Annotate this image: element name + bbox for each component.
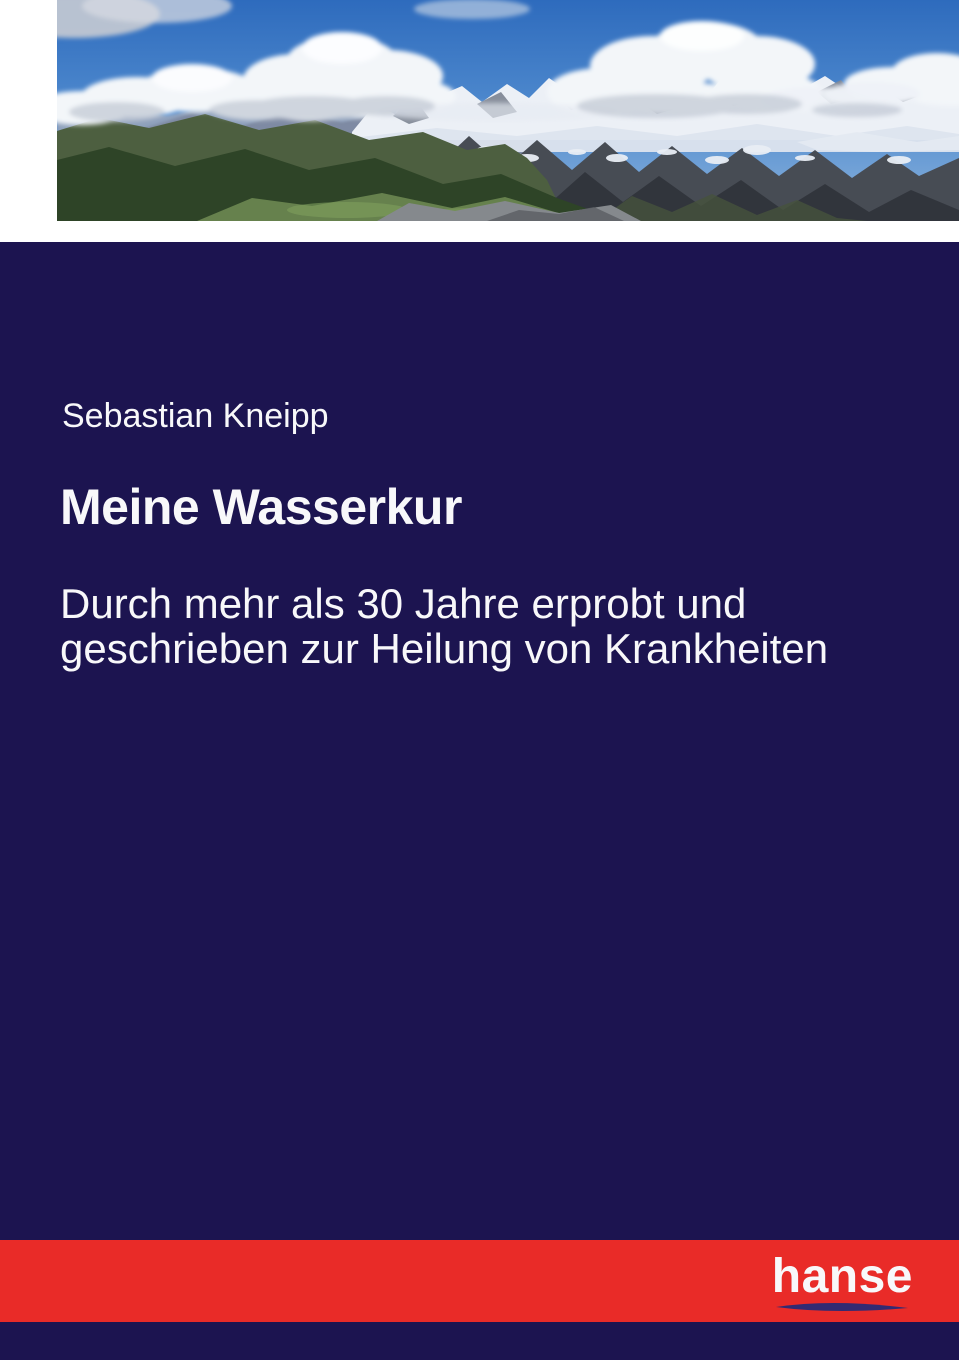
header-white-band xyxy=(0,0,959,242)
publisher-red-band xyxy=(0,1240,959,1322)
mountain-panorama-illustration xyxy=(57,0,959,221)
author-name: Sebastian Kneipp xyxy=(62,397,329,435)
book-title: Meine Wasserkur xyxy=(60,479,462,535)
cover-photo xyxy=(57,0,959,221)
publisher-logo xyxy=(771,1250,913,1314)
publisher-logo-text: hanse xyxy=(771,1250,913,1303)
book-subtitle: Durch mehr als 30 Jahre erprobt und geschrieben zur Heilung von Krankheiten xyxy=(60,580,829,672)
